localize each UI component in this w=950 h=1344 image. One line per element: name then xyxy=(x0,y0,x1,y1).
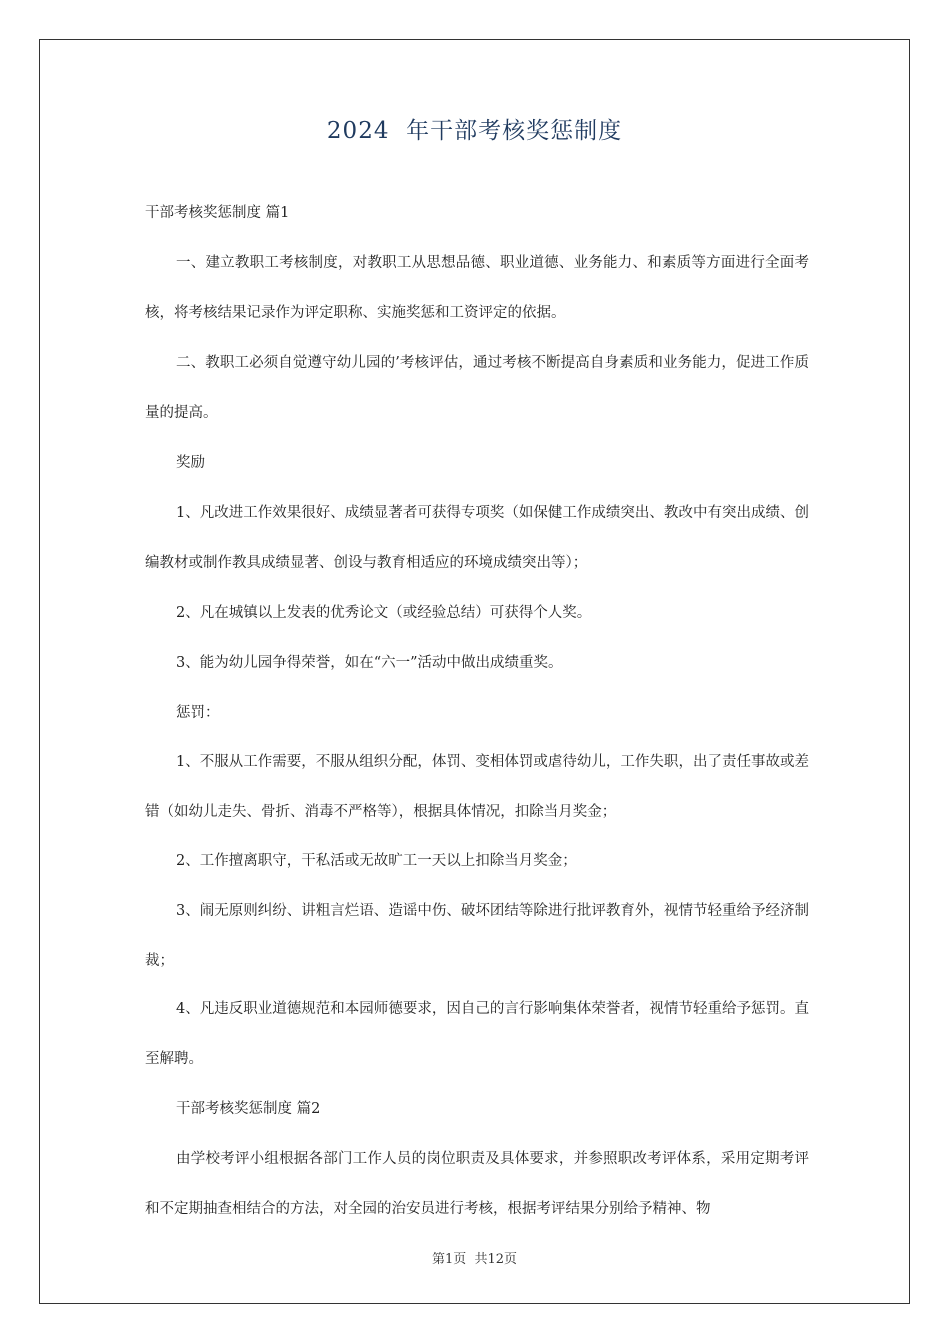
section-heading-2: 干部考核奖惩制度 篇2 xyxy=(176,1101,321,1117)
paragraph: 二、教职工必须自觉遵守幼儿园的’考核评估，通过考核不断提高自身素质和业务能力，促进工作质量的提高。 xyxy=(145,355,809,421)
list-item: 3、闹无原则纠纷、讲粗言烂语、造谣中伤、破坏团结等除进行批评教育外，视情节轻重给予经济制裁； xyxy=(145,903,809,969)
page-number: 第1页 共12页 xyxy=(431,1252,518,1267)
list-item: 1、不服从工作需要，不服从组织分配，体罚、变相体罚或虐待幼儿，工作失职，出了责任事故或差错（如幼儿走失、骨折、消毒不严格等），根据具体情况，扣除当月奖金； xyxy=(145,754,809,820)
paragraph: 由学校考评小组根据各部门工作人员的岗位职责及具体要求，并参照职改考评体系，采用定期考评和不定期抽查相结合的方法，对全园的治安员进行考核，根据考评结果分别给予精神、物 xyxy=(145,1151,809,1217)
list-item: 2、工作擅离职守，干私活或无故旷工一天以上扣除当月奖金； xyxy=(176,853,577,869)
subheading-penalties: 惩罚： xyxy=(176,705,220,721)
subheading-rewards: 奖励 xyxy=(176,455,205,471)
document-title: 2024 年干部考核奖惩制度 xyxy=(326,118,623,144)
list-item: 4、凡违反职业道德规范和本园师德要求，因自己的言行影响集体荣誉者，视情节轻重给予惩罚。直至解聘。 xyxy=(145,1001,809,1067)
list-item: 3、能为幼儿园争得荣誉，如在“六一”活动中做出成绩重奖。 xyxy=(176,655,563,671)
list-item: 1、凡改进工作效果很好、成绩显著者可获得专项奖（如保健工作成绩突出、教改中有突出成绩、创编教材或制作教具成绩显著、创设与教育相适应的环境成绩突出等）； xyxy=(145,505,809,571)
section-heading-1: 干部考核奖惩制度 篇1 xyxy=(145,205,290,221)
list-item: 2、凡在城镇以上发表的优秀论文（或经验总结）可获得个人奖。 xyxy=(176,605,592,621)
paragraph: 一、建立教职工考核制度，对教职工从思想品德、职业道德、业务能力、和素质等方面进行全面考核，将考核结果记录作为评定职称、实施奖惩和工资评定的依据。 xyxy=(145,255,809,321)
